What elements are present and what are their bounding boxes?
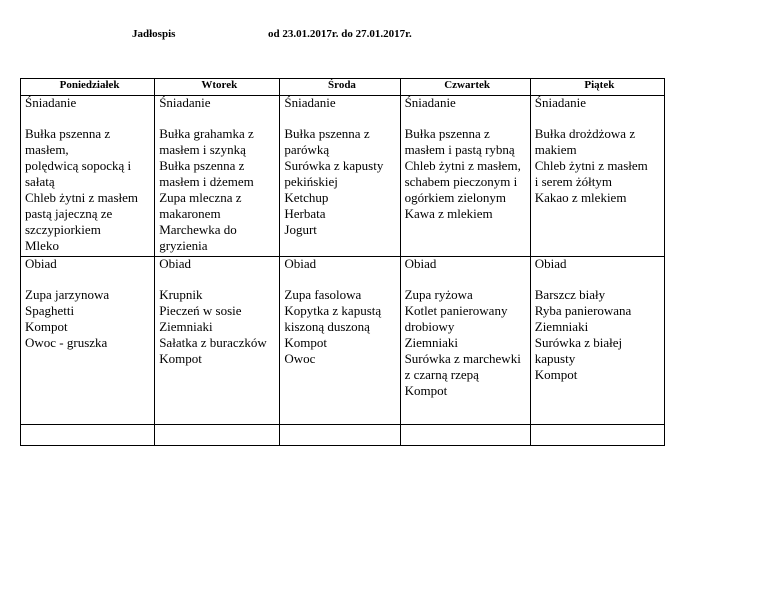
menu-item: Surówka z kapusty bbox=[284, 158, 384, 173]
meal-title: Śniadanie bbox=[284, 95, 336, 110]
menu-item: Zupa fasolowa bbox=[284, 287, 362, 302]
meal-title: Obiad bbox=[404, 256, 437, 271]
menu-item: Kawa z mlekiem bbox=[404, 206, 493, 221]
menu-item: Ziemniaki bbox=[159, 319, 213, 334]
meal-title: Obiad bbox=[534, 256, 567, 271]
menu-item: Chleb żytni z masłem bbox=[25, 190, 139, 205]
menu-item: Chleb żytni z masłem, bbox=[404, 158, 521, 173]
menu-item: Bułka pszenna z bbox=[25, 126, 111, 141]
lunch-cell-monday bbox=[21, 257, 155, 425]
empty-cell bbox=[400, 425, 530, 446]
meal-items bbox=[284, 287, 399, 367]
menu-item: makiem bbox=[534, 142, 577, 157]
meal-title: Śniadanie bbox=[404, 95, 456, 110]
menu-item: i serem żółtym bbox=[534, 174, 613, 189]
empty-row bbox=[21, 425, 665, 446]
empty-cell bbox=[280, 425, 400, 446]
meal-title: Obiad bbox=[25, 256, 57, 271]
menu-item: Ketchup bbox=[284, 190, 329, 205]
day-header-thursday: Czwartek bbox=[400, 79, 530, 96]
menu-item: szczypiorkiem bbox=[25, 222, 101, 237]
menu-item: pastą jajeczną ze bbox=[25, 206, 113, 221]
lunch-row bbox=[21, 257, 665, 425]
lunch-cell-tuesday bbox=[155, 257, 280, 425]
empty-cell bbox=[155, 425, 280, 446]
empty-cell bbox=[21, 425, 155, 446]
menu-item: gryzienia bbox=[159, 238, 208, 253]
meal-items bbox=[25, 126, 154, 254]
menu-table bbox=[20, 78, 665, 446]
day-header-tuesday: Wtorek bbox=[155, 79, 280, 96]
menu-item: polędwicą sopocką i bbox=[25, 158, 132, 173]
breakfast-cell-friday bbox=[530, 96, 664, 257]
meal-title: Obiad bbox=[159, 256, 191, 271]
menu-item: z czarną rzepą bbox=[404, 367, 479, 382]
menu-item: Kompot bbox=[284, 335, 328, 350]
menu-item: masłem i szynką bbox=[159, 142, 246, 157]
lunch-cell-thursday bbox=[400, 257, 530, 425]
menu-item: kiszoną duszoną bbox=[284, 319, 370, 334]
meal-title: Śniadanie bbox=[159, 95, 211, 110]
menu-item: Kompot bbox=[25, 319, 68, 334]
menu-item: Surówka z marchewki bbox=[404, 351, 521, 366]
menu-item: Owoc bbox=[284, 351, 316, 366]
menu-item: Krupnik bbox=[159, 287, 203, 302]
menu-item: Bułka grahamka z bbox=[159, 126, 254, 141]
menu-item: drobiowy bbox=[404, 319, 455, 334]
menu-item: Pieczeń w sosie bbox=[159, 303, 242, 318]
menu-item: Marchewka do bbox=[159, 222, 237, 237]
menu-item: Bułka pszenna z bbox=[404, 126, 490, 141]
menu-item: masłem, bbox=[25, 142, 69, 157]
menu-item: Ziemniaki bbox=[534, 319, 589, 334]
breakfast-cell-wednesday bbox=[280, 96, 400, 257]
menu-item: Kotlet panierowany bbox=[404, 303, 508, 318]
empty-cell bbox=[530, 425, 664, 446]
menu-item: Herbata bbox=[284, 206, 326, 221]
menu-item: Ziemniaki bbox=[404, 335, 458, 350]
menu-item: Kompot bbox=[534, 367, 578, 382]
meal-items bbox=[284, 126, 399, 238]
menu-item: Jogurt bbox=[284, 222, 317, 237]
menu-item: makaronem bbox=[159, 206, 221, 221]
meal-items bbox=[405, 287, 530, 399]
menu-item: Surówka z białej bbox=[534, 335, 623, 350]
day-header-friday: Piątek bbox=[530, 79, 664, 96]
menu-item: Zupa ryżowa bbox=[404, 287, 473, 302]
menu-item: Bułka drożdżowa z bbox=[534, 126, 636, 141]
menu-item: Kompot bbox=[159, 351, 202, 366]
menu-item: Kompot bbox=[404, 383, 448, 398]
menu-item: schabem pieczonym i bbox=[404, 174, 518, 189]
meal-items bbox=[535, 287, 664, 383]
menu-item: masłem i dżemem bbox=[159, 174, 254, 189]
day-header-monday: Poniedziałek bbox=[21, 79, 155, 96]
menu-item: parówką bbox=[284, 142, 330, 157]
menu-item: kapusty bbox=[534, 351, 576, 366]
menu-item: Owoc - gruszka bbox=[25, 335, 108, 350]
meal-title: Śniadanie bbox=[25, 95, 77, 110]
menu-item: pekińskiej bbox=[284, 174, 338, 189]
meal-title: Śniadanie bbox=[534, 95, 587, 110]
breakfast-row bbox=[21, 96, 665, 257]
day-header-row bbox=[21, 79, 665, 96]
menu-item: Spaghetti bbox=[25, 303, 75, 318]
menu-item: ogórkiem zielonym bbox=[404, 190, 507, 205]
meal-items bbox=[159, 287, 279, 367]
day-header-wednesday: Środa bbox=[280, 79, 400, 96]
meal-items bbox=[405, 126, 530, 222]
menu-item: Barszcz biały bbox=[534, 287, 606, 302]
menu-item: Kopytka z kapustą bbox=[284, 303, 382, 318]
menu-item: masłem i pastą rybną bbox=[404, 142, 515, 157]
menu-item: Bułka pszenna z bbox=[159, 158, 245, 173]
menu-item: Kakao z mlekiem bbox=[534, 190, 627, 205]
meal-items bbox=[535, 126, 664, 206]
menu-item: Bułka pszenna z bbox=[284, 126, 370, 141]
breakfast-cell-tuesday bbox=[155, 96, 280, 257]
menu-item: Ryba panierowana bbox=[534, 303, 632, 318]
lunch-cell-wednesday bbox=[280, 257, 400, 425]
date-range: od 23.01.2017r. do 27.01.2017r. bbox=[268, 28, 412, 40]
menu-item: Zupa mleczna z bbox=[159, 190, 242, 205]
breakfast-cell-monday bbox=[21, 96, 155, 257]
menu-item: Zupa jarzynowa bbox=[25, 287, 110, 302]
lunch-cell-friday bbox=[530, 257, 664, 425]
menu-title: Jadłospis bbox=[132, 28, 176, 40]
menu-item: sałatą bbox=[25, 174, 55, 189]
meal-items bbox=[25, 287, 154, 351]
menu-item: Sałatka z buraczków bbox=[159, 335, 267, 350]
menu-item: Chleb żytni z masłem bbox=[534, 158, 648, 173]
meal-title: Obiad bbox=[284, 256, 317, 271]
breakfast-cell-thursday bbox=[400, 96, 530, 257]
menu-item: Mleko bbox=[25, 238, 59, 253]
meal-items bbox=[159, 126, 279, 254]
